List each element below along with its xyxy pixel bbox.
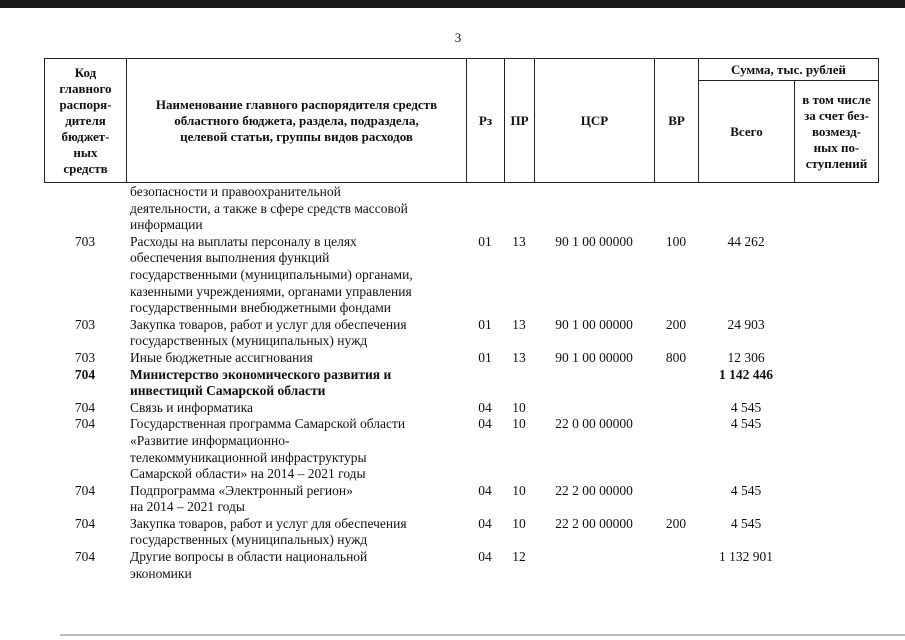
- row-vr: 100: [665, 233, 687, 249]
- row-total: 12 306: [727, 349, 765, 365]
- table-row: [44, 317, 878, 350]
- row-csr: 90 1 00 00000: [555, 316, 633, 332]
- table-row: [44, 516, 878, 549]
- row-name: [126, 416, 466, 482]
- row-vr: 800: [665, 349, 687, 365]
- row-rz: 04: [478, 515, 492, 531]
- header-vr: ВР: [655, 59, 699, 183]
- row-pr: 10: [512, 416, 526, 432]
- row-pr: 10: [512, 399, 526, 415]
- row-name: [126, 516, 466, 549]
- row-csr: 22 2 00 00000: [555, 482, 633, 498]
- row-code: 704: [74, 366, 96, 382]
- row-name-line: государственными внебюджетными фондами: [130, 300, 392, 316]
- row-name-line: государственных (муниципальных) нужд: [130, 333, 368, 349]
- row-name-line: безопасности и правоохранительной: [130, 184, 341, 199]
- row-csr: 90 1 00 00000: [555, 233, 633, 249]
- row-name-line: Подпрограмма «Электронный регион»: [130, 482, 353, 498]
- row-vr: 200: [665, 316, 687, 332]
- row-name-line: деятельности, а также в сфере средств массовой: [130, 200, 408, 216]
- scan-bottom-edge: [60, 634, 905, 636]
- row-pr: 13: [512, 349, 526, 365]
- row-rz: 04: [478, 399, 492, 415]
- row-name-line: на 2014 – 2021 годы: [130, 499, 245, 515]
- row-pr: 13: [512, 316, 526, 332]
- row-code: 703: [74, 233, 96, 249]
- header-pr: ПР: [505, 59, 535, 183]
- row-csr: 90 1 00 00000: [555, 349, 633, 365]
- row-name-line: Связь и информатика: [130, 399, 253, 415]
- row-total: 24 903: [727, 316, 765, 332]
- row-csr: 22 2 00 00000: [555, 515, 633, 531]
- header-code: Код главного распоря- дителя бюджет- ных средств: [45, 59, 127, 183]
- row-rz: 01: [478, 233, 492, 249]
- row-name: [126, 549, 466, 582]
- table-row: [44, 483, 878, 516]
- table-row: [44, 367, 878, 400]
- row-name: [126, 317, 466, 350]
- row-name-line: инвестиций Самарской области: [130, 383, 326, 399]
- row-total: 4 545: [730, 482, 762, 498]
- row-pr: 13: [512, 233, 526, 249]
- row-total: 1 142 446: [719, 366, 773, 382]
- row-name-line: государственных (муниципальных) нужд: [130, 532, 368, 548]
- table-body: [44, 184, 878, 582]
- table-row: [44, 416, 878, 482]
- row-total: 4 545: [730, 399, 762, 415]
- row-code: 704: [74, 399, 96, 415]
- row-total: 1 132 901: [719, 549, 773, 565]
- row-pr: 10: [512, 515, 526, 531]
- page-number: 3: [454, 30, 462, 45]
- row-name-line: Министерство экономического развития и: [130, 366, 392, 382]
- header-csr: ЦСР: [535, 59, 655, 183]
- header-rz: Рз: [467, 59, 505, 183]
- row-code: 703: [74, 316, 96, 332]
- row-name: [126, 184, 466, 234]
- row-rz: 01: [478, 349, 492, 365]
- header-total: Всего: [699, 81, 795, 183]
- row-name: [126, 483, 466, 516]
- table-row: [44, 234, 878, 317]
- row-name-line: Закупка товаров, работ и услуг для обеспечения: [130, 316, 407, 332]
- row-name-line: информации: [130, 217, 203, 233]
- table-header: [44, 58, 879, 183]
- row-name-line: экономики: [130, 565, 192, 581]
- row-code: 704: [74, 416, 96, 432]
- row-total: 4 545: [730, 515, 762, 531]
- table-row: [44, 549, 878, 582]
- row-pr: 12: [512, 549, 526, 565]
- row-rz: 04: [478, 416, 492, 432]
- row-code: 704: [74, 549, 96, 565]
- row-code: 704: [74, 482, 96, 498]
- row-name-line: Государственная программа Самарской области: [130, 416, 406, 432]
- row-name-line: Самарской области» на 2014 – 2021 годы: [130, 466, 366, 482]
- table-row: [44, 400, 878, 417]
- row-rz: 01: [478, 316, 492, 332]
- row-name: [126, 234, 466, 317]
- row-name-line: телекоммуникационной инфраструктуры: [130, 449, 367, 465]
- header-sum: Сумма, тыс. рублей: [699, 59, 879, 81]
- row-rz: 04: [478, 482, 492, 498]
- row-name-line: обеспечения выполнения функций: [130, 250, 330, 266]
- row-name-line: Иные бюджетные ассигнования: [130, 349, 313, 365]
- header-incl: в том числе за счет без- возмезд- ных по- ступлений: [795, 81, 879, 183]
- row-name-line: Закупка товаров, работ и услуг для обеспечения: [130, 515, 407, 531]
- row-code: 703: [74, 349, 96, 365]
- row-name-line: «Развитие информационно-: [130, 432, 290, 448]
- row-name: [126, 367, 466, 400]
- row-name-line: государственными (муниципальными) органами,: [130, 266, 413, 282]
- row-code: 704: [74, 515, 96, 531]
- row-name-line: Другие вопросы в области национальной: [130, 549, 368, 565]
- row-csr: 22 0 00 00000: [555, 416, 633, 432]
- row-pr: 10: [512, 482, 526, 498]
- row-vr: 200: [665, 515, 687, 531]
- row-name: [126, 400, 466, 417]
- row-rz: 04: [478, 549, 492, 565]
- row-total: 4 545: [730, 416, 762, 432]
- scan-top-edge: [0, 0, 905, 8]
- row-name-line: Расходы на выплаты персоналу в целях: [130, 233, 357, 249]
- row-name: [126, 350, 466, 367]
- header-name: Наименование главного распорядителя средств областного бюджета, раздела, подраздела, целевой статьи, группы видов расходов: [127, 59, 467, 183]
- table-row: [44, 184, 878, 234]
- table-row: [44, 350, 878, 367]
- row-total: 44 262: [727, 233, 765, 249]
- row-name-line: казенными учреждениями, органами управления: [130, 283, 412, 299]
